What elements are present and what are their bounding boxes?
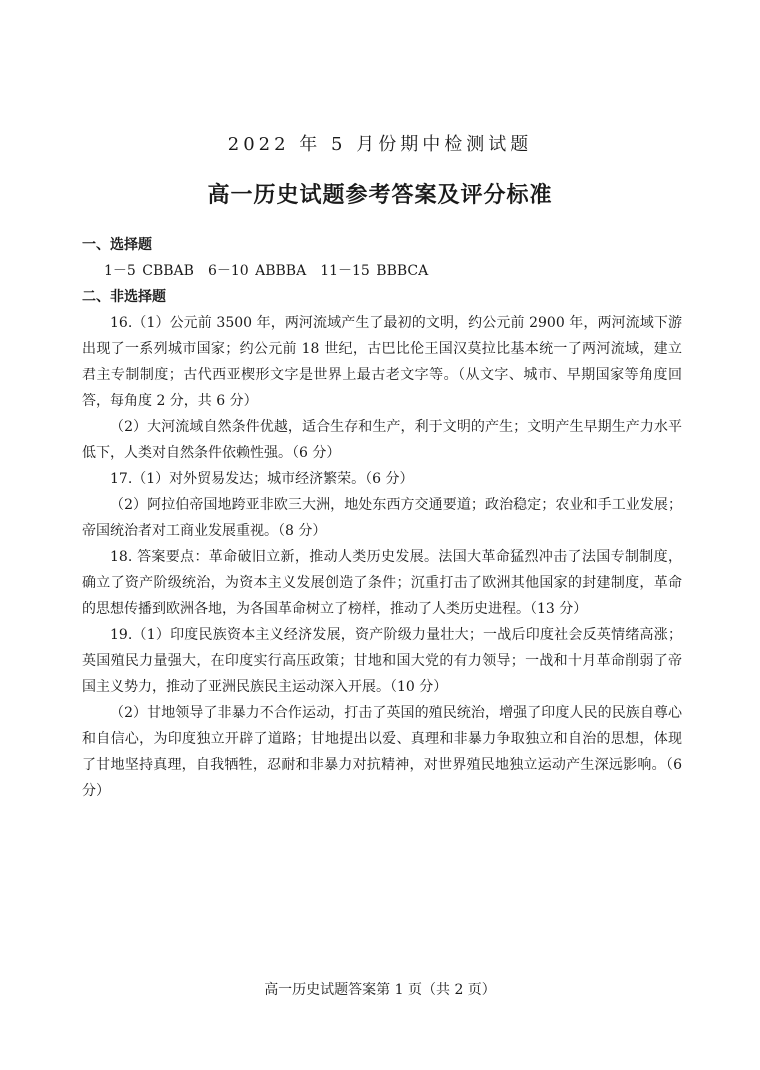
section-heading-choice: 一、选择题 bbox=[82, 237, 152, 253]
exam-title: 2022 年 5 月份期中检测试题 bbox=[227, 134, 533, 155]
choice-answers: 1－5 CBBAB 6－10 ABBBA 11－15 BBBCA bbox=[104, 263, 429, 279]
answer-paragraph: （2）大河流域自然条件优越，适合生存和生产，利于文明的产生；文明产生早期生产力水平低下，人类对自然条件依赖性强。（6 分） bbox=[82, 419, 682, 461]
document-title: 高一历史试题参考答案及评分标准 bbox=[207, 183, 553, 208]
page-footer: 高一历史试题答案第 1 页（共 2 页） bbox=[264, 982, 496, 998]
document-body bbox=[82, 232, 682, 804]
answer-paragraph: 17.（1）对外贸易发达；城市经济繁荣。（6 分） bbox=[110, 471, 414, 487]
answer-paragraph: 16.（1）公元前 3500 年，两河流域产生了最初的文明，约公元前 2900 年，两河流域下游出现了一系列城市国家；约公元前 18 世纪，古巴比伦王国汉莫拉比基本统一了两河流域，建立君主专制制度；古代西亚楔形文字是世界上最古老文字等。（从文字、城市、早期国家等角度回答，每角度 2 分，共 6 分） bbox=[82, 315, 682, 409]
answer-paragraph: （2）甘地领导了非暴力不合作运动，打击了英国的殖民统治，增强了印度人民的民族自尊心和自信心，为印度独立开辟了道路；甘地提出以爱、真理和非暴力争取独立和自治的思想，体现了甘地坚持真理，自我牺牲，忍耐和非暴力对抗精神，对世界殖民地独立运动产生深远影响。（6 分） bbox=[82, 705, 682, 799]
section-heading-nonchoice: 二、非选择题 bbox=[82, 289, 166, 305]
answer-paragraph: 18. 答案要点：革命破旧立新，推动人类历史发展。法国大革命猛烈冲击了法国专制制度，确立了资产阶级统治，为资本主义发展创造了条件；沉重打击了欧洲其他国家的封建制度，革命的思想传播到欧洲各地，为各国革命树立了榜样，推动了人类历史进程。（13 分） bbox=[82, 549, 682, 617]
answer-paragraph: （2）阿拉伯帝国地跨亚非欧三大洲，地处东西方交通要道；政治稳定；农业和手工业发展；帝国统治者对工商业发展重视。（8 分） bbox=[82, 497, 682, 539]
answer-paragraph: 19.（1）印度民族资本主义经济发展，资产阶级力量壮大；一战后印度社会反英情绪高涨；英国殖民力量强大，在印度实行高压政策；甘地和国大党的有力领导；一战和十月革命削弱了帝国主义势力，推动了亚洲民族民主运动深入开展。（10 分） bbox=[82, 627, 682, 695]
